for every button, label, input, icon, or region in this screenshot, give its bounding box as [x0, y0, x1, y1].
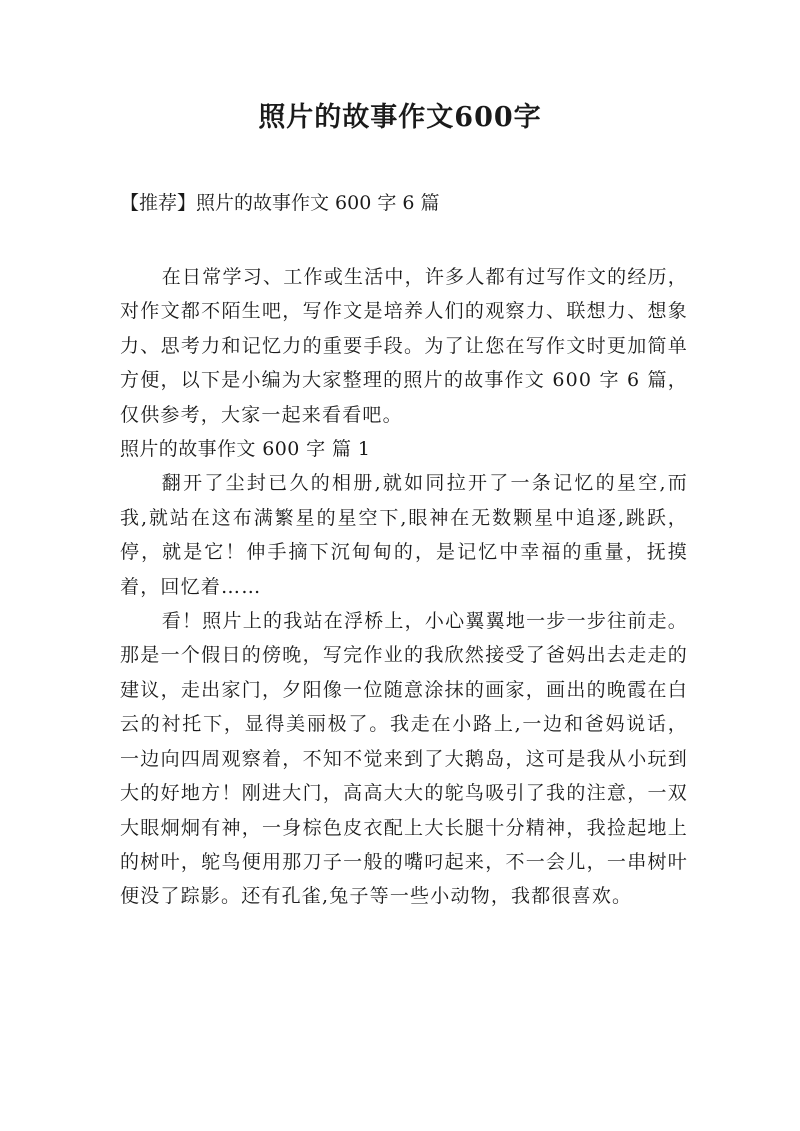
document-body: [120, 260, 688, 914]
body-paragraph: 翻开了尘封已久的相册,就如同拉开了一条记忆的星空,而我,就站在这布满繁星的星空下,眼神在无数颗星中追逐,跳跃，停，就是它！伸手摘下沉甸甸的，是记忆中幸福的重量，抚摸着，回忆着……: [120, 472, 688, 598]
document-subtitle: 【推荐】照片的故事作文 600 字 6 篇: [120, 192, 440, 214]
section-heading: 照片的故事作文 600 字 篇 1: [120, 438, 371, 461]
body-paragraph: 看！照片上的我站在浮桥上，小心翼翼地一步一步往前走。那是一个假日的傍晚，写完作业的我欣然接受了爸妈出去走走的建议，走出家门，夕阳像一位随意涂抹的画家，画出的晚霞在白云的衬托下，显得美丽极了。我走在小路上,一边和爸妈说话，一边向四周观察着，不知不觉来到了大鹅岛，这可是我从小玩到大的好地方！刚进大门，高高大大的鸵鸟吸引了我的注意，一双大眼炯炯有神，一身棕色皮衣配上大长腿十分精神，我捡起地上的树叶，鸵鸟便用那刀子一般的嘴叼起来，不一会儿，一串树叶便没了踪影。还有孔雀,兔子等一些小动物，我都很喜欢。: [120, 610, 688, 908]
intro-paragraph: 在日常学习、工作或生活中，许多人都有过写作文的经历，对作文都不陌生吧，写作文是培养人们的观察力、联想力、想象力、思考力和记忆力的重要手段。为了让您在写作文时更加简单方便，以下是小编为大家整理的照片的故事作文 600 字 6 篇，仅供参考，大家一起来看看吧。: [120, 266, 688, 426]
document-title: 照片的故事作文600字: [258, 102, 542, 133]
